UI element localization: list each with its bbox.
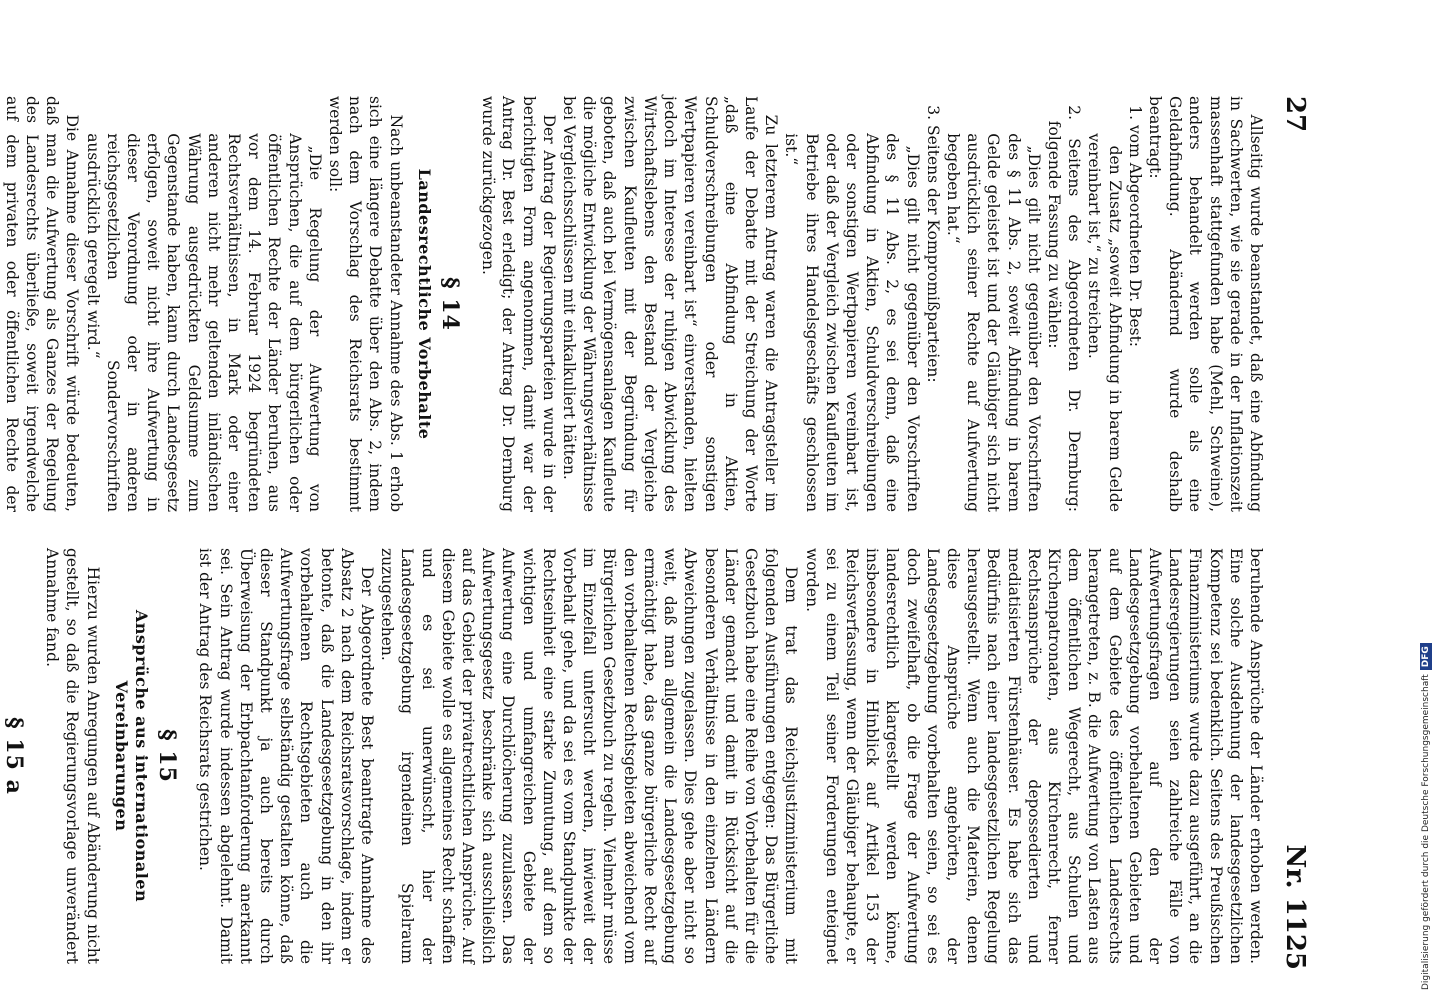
paragraph: Die Annahme dieser Vorschrift würde bedeuten, daß man die Aufwertung als Ganzes der Regelung des Landesrechts überließe, soweit irgendwelche auf dem privaten oder öffentlichen Rechte der — [2, 96, 82, 512]
paragraph: Zu letzterem Antrag waren die Antragsteller im Laufe der Debatte mit der Streichung der Worte „daß eine Abfindung in Aktien, Schuldverschreibungen oder sonstigen Wertpapieren vereinbart ist“ einverstanden, hielten jedoch im Interesse der ruhigen Abwicklung des Wirtschaftslebens den Bestand der Vergleiche zwischen Kaufleuten mit der Begründung für geboten, daß auch bei Vermögensanlagen Kaufleute die mögliche Entwicklung der Währungsverhältnisse bei Vergleichsschlüssen mit einkalkuliert hätten. — [560, 96, 781, 512]
rotated-page — [1, 96, 1310, 976]
dfg-logo: DFG — [1420, 643, 1432, 670]
section-title: Landesrechtliche Vorbehalte — [414, 168, 434, 440]
paragraph: Der Abgeordnete Best beantragte Annahme des Absatz 2 nach dem Reichsratsvorschlage, indem er betonte, daß die Landesgesetzgebung in den ihr vorbehaltenen Rechtsgebieten auch die Aufwertungsfrage selbständig gestalten könne, daß dieser Standpunkt ja auch bereits durch Überweisung der Erbpachtanforderung anerkannt sei. Sein Antrag wurde indessen abgelehnt. Damit ist der Antrag des Reichsrats gestrichen. — [196, 548, 377, 964]
right-column — [1, 548, 1266, 964]
section-number: § 15 a — [1, 717, 28, 795]
page-header — [1270, 96, 1310, 976]
paragraph: Nach unbeanstandeter Annahme des Abs. 1 erhob sich eine längere Debatte über den Abs. 2, indem nach dem Vorschlag des Reichsrats bestimmt werden soll: — [326, 96, 405, 512]
page-number: 27 — [1280, 96, 1310, 133]
document-number: Nr. 1125 — [1280, 844, 1310, 970]
paragraph: Hierzu wurden Anregungen auf Abänderung nicht gestellt, so daß die Regierungsvorlage unverändert Annahme fand. — [43, 548, 102, 964]
left-column — [2, 96, 1266, 512]
list-item: 2. Seitens des Abgeordneten Dr. Dernburg: folgende Fassung zu wählen: — [1044, 105, 1084, 512]
quote: „Dies gilt nicht gegenüber den Vorschriften des § 11 Abs. 2, es sei denn, daß eine Abfindung in Aktien, Schuldverschreibungen oder sonstigen Wertpapieren vereinbart ist, oder daß der Vergleich zwischen Kaufleuten im Betriebe ihres Handelsgeschäfts geschlossen ist.“ — [782, 133, 922, 512]
quote: den Zusatz „soweit Abfindung in barem Gelde vereinbart ist,“ zu streichen. — [1085, 133, 1124, 512]
section-number: § 14 — [437, 277, 464, 331]
section-title: Ansprüche aus internationalen Vereinbarungen — [111, 609, 152, 903]
digitization-credit — [1420, 643, 1432, 990]
quote: „Die Regelung der Aufwertung von Ansprüchen, die auf dem bürgerlichen oder öffentlichen Rechte der Länder beruhen, aus vor dem 14. Februar 1924 begründeten Rechtsverhältnissen, in Mark oder einer anderen nicht mehr geltenden inländischen Währung ausgedrückten Geldsumme zum Gegenstande haben, kann durch Landesgesetz erfolgen, soweit nicht ihre Aufwertung in dieser Verordnung oder in anderen reichsgesetzlichen Sondervorschriften ausdrücklich geregelt wird.“ — [83, 133, 324, 512]
list-item: 1. vom Abgeordneten Dr. Best: — [1125, 105, 1144, 348]
paragraph: beruhende Ansprüche der Länder erhoben werden. Eine solche Ausdehnung der landesgesetzlichen Kompetenz sei bedenklich. Seitens des Preußischen Finanzministeriums wurde dazu ausgeführt, an die Landesregierungen seien zahlreiche Fälle von Aufwertungsfragen auf den der Landesgesetzgebung vorbehaltenen Gebieten und auf dem Gebiete des öffentlichen Landesrechts herangetreten, z. B. die Aufwertung von Lasten aus dem öffentlichen Wegerecht, aus Schulen und Kirchenpatronaten, aus Kirchenrecht, ferner Rechtsansprüche der depossedierten und mediatisierten Fürstenhäuser. Es habe sich das Bedürfnis nach einer landesgesetzlichen Regelung herausgestellt. Wenn auch die Materien, denen diese Ansprüche angehörten, der Landesgesetzgebung vorbehalten seien, so sei es doch zweifelhaft, ob die Frage der Aufwertung landesrechtlich klargestellt werden könne, insbesondere in Hinblick auf Artikel 153 der Reichsverfassung, wenn der Gläubiger behaupte, er sei zu einem Teil seiner Forderungen enteignet worden. — [802, 548, 1265, 964]
paragraph: Allseitig wurde beanstandet, daß eine Abfindung in Sachwerten, wie sie gerade in der Inflationszeit massenhaft stattgefunden habe (Mehl, Schweine), anders behandelt werden solle als eine Geldabfindung. Abändernd wurde deshalb beantragt: — [1145, 96, 1265, 512]
credit-text: Digitalisierung gefördert durch die Deutsche Forschungsgemeinschaft — [1421, 674, 1431, 990]
list-item: 3. Seitens der Kompromißparteien: — [923, 105, 942, 383]
quote: „Dies gilt nicht gegenüber den Vorschriften des § 11 Abs. 2, soweit Abfindung in barem Gelde geleistet ist und der Gläubiger sich nicht ausdrücklich seiner Rechte auf Aufwertung begeben hat.“ — [943, 133, 1043, 512]
paragraph: Dem trat das Reichsjustizministerium mit folgenden Ausführungen entgegen: Das Bürgerliche Gesetzbuch habe eine Reihe von Vorbehalten für die Länder gemacht und damit in Rücksicht auf die besonderen Verhältnisse in den einzelnen Ländern Abweichungen zugelassen. Dies gehe aber nicht so weit, daß man allgemein die Landesgesetzgebung ermächtigt habe, das ganze bürgerliche Recht auf den vorbehaltenen Rechtsgebieten abweichend vom Bürgerlichen Gesetzbuch zu regeln. Vielmehr müsse im Einzelfall untersucht werden, inwieweit der Vorbehalt gehe, und da sei es vom Standpunkte der Rechtseinheit eine starke Zumutung, auf dem so wichtigen und umfangreichen Gebiete der Aufwertung eine Durchlöcherung zuzulassen. Das Aufwertungsgesetz beschränke sich ausschließlich auf das Gebiet der privatrechtlichen Ansprüche. Auf diesem Gebiete wolle es allgemeines Recht schaffen und es sei unerwünscht, hier der Landesgesetzgebung irgendeinen Spielraum zuzugestehen. — [378, 548, 801, 964]
paragraph: Der Antrag der Regierungsparteien wurde in der berichtigten Form angenommen, damit war der Antrag Dr. Best erledigt; der Antrag Dr. Dernburg wurde zurückgezogen. — [479, 96, 558, 512]
section-number: § 15 — [154, 729, 181, 783]
